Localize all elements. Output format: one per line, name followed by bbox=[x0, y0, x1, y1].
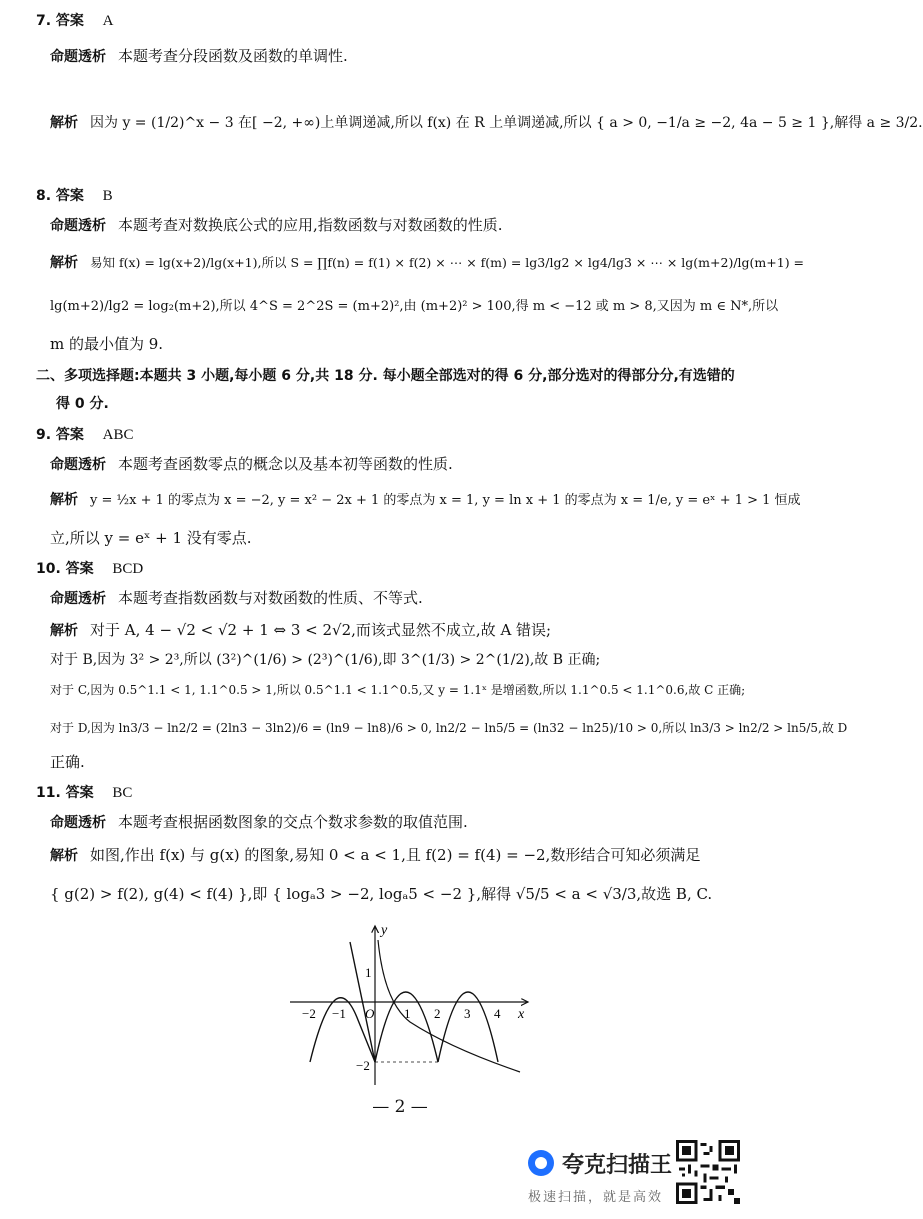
x-tick: −2 bbox=[302, 1006, 316, 1021]
answer-label: 答案 bbox=[55, 427, 84, 443]
q8-topic: 命题透析 本题考查对数换底公式的应用,指数函数与对数函数的性质. bbox=[50, 216, 503, 234]
q9-topic: 命题透析 本题考查函数零点的概念以及基本初等函数的性质. bbox=[50, 455, 453, 473]
q10-solution-line2: 对于 B,因为 3² > 2³,所以 (3²)^(1/6) > (2³)^(1/6),即 3^(1/3) > 2^(1/2),故 B 正确; bbox=[50, 652, 601, 668]
x-tick: 3 bbox=[464, 1006, 471, 1021]
q10-solution-line5: 正确. bbox=[50, 753, 85, 771]
answer-label: 答案 bbox=[55, 13, 84, 29]
y-tick: 1 bbox=[365, 965, 372, 980]
answer-label: 答案 bbox=[55, 188, 84, 204]
function-graph bbox=[280, 920, 540, 1090]
origin-label: O bbox=[365, 1006, 375, 1021]
answer-label: 答案 bbox=[65, 785, 94, 801]
logo-icon bbox=[528, 1150, 554, 1176]
logo-title: 夸克扫描王 bbox=[562, 1153, 673, 1178]
x-tick: 1 bbox=[404, 1006, 411, 1021]
answer-value: B bbox=[102, 188, 113, 204]
q10-solution-line3: 对于 C,因为 0.5^1.1 < 1, 1.1^0.5 > 1,所以 0.5^1.1 < 1.1^0.5,又 y = 1.1ˣ 是增函数,所以 1.1^0.5 < 1.1^0.6,故 C 正确; bbox=[50, 683, 746, 697]
q10-solution-line1: 解析 对于 A, 4 − √2 < √2 + 1 ⇔ 3 < 2√2,而该式显然不成立,故 A 错误; bbox=[50, 621, 552, 639]
answer-value: BCD bbox=[112, 561, 144, 577]
q7-topic: 命题透析 本题考查分段函数及函数的单调性. bbox=[50, 47, 348, 65]
q8-solution-line2: lg(m+2)/lg2 = log₂(m+2),所以 4^S = 2^2S = (m+2)²,由 (m+2)² > 100,得 m < −12 或 m > 8,又因为 m ∈ N*,所以 bbox=[50, 299, 779, 314]
q8-solution-line1: 解析 易知 f(x) = lg(x+2)/lg(x+1),所以 S = ∏f(n) = f(1) × f(2) × ⋯ × f(m) = lg3/lg2 × lg4/lg3 × ⋯ × lg(m+2)/lg(m+1) = bbox=[50, 255, 805, 271]
q7-solution: 解析 因为 y = (1/2)^x − 3 在[ −2, +∞)上单调递减,所以 f(x) 在 R 上单调递减,所以 { a > 0, −1/a ≥ −2, 4a − 5 ≥ 1 },解得 a ≥ 3/2. bbox=[50, 115, 923, 131]
q11-solution-line1: 解析 如图,作出 f(x) 与 g(x) 的图象,易知 0 < a < 1,且 f(2) = f(4) = −2,数形结合可知必须满足 bbox=[50, 846, 701, 864]
q10-topic: 命题透析 本题考查指数函数与对数函数的性质、不等式. bbox=[50, 589, 423, 607]
answer-value: A bbox=[102, 13, 114, 29]
q9-solution-line1: 解析 y = ½x + 1 的零点为 x = −2, y = x² − 2x + 1 的零点为 x = 1, y = ln x + 1 的零点为 x = 1/e, y = eˣ + 1 > 1 恒成 bbox=[50, 492, 801, 508]
q11-topic: 命题透析 本题考查根据函数图象的交点个数求参数的取值范围. bbox=[50, 813, 468, 831]
qr-code-icon bbox=[676, 1140, 740, 1204]
y-tick: −2 bbox=[356, 1058, 370, 1073]
q10-solution-line4: 对于 D,因为 ln3/3 − ln2/2 = (2ln3 − 3ln2)/6 = (ln9 − ln8)/6 > 0, ln2/2 − ln5/5 = (ln32 − ln25)/10 > 0,所以 ln3/3 > ln2/2 > ln5/5,故 D bbox=[50, 721, 848, 735]
q9-header: 9. 答案 ABC bbox=[36, 427, 134, 443]
x-tick: 4 bbox=[494, 1006, 501, 1021]
page-number: — 2 — bbox=[372, 1097, 428, 1117]
answer-value: BC bbox=[112, 785, 133, 801]
section-heading-cont: 得 0 分. bbox=[56, 396, 109, 412]
q8-solution-line3: m 的最小值为 9. bbox=[50, 335, 164, 353]
q11-header: 11. 答案 BC bbox=[36, 785, 133, 801]
q8-header: 8. 答案 B bbox=[36, 188, 113, 204]
answer-label: 答案 bbox=[65, 561, 94, 577]
x-tick: −1 bbox=[332, 1006, 346, 1021]
q11-solution-line2: { g(2) > f(2), g(4) < f(4) },即 { logₐ3 > −2, logₐ5 < −2 },解得 √5/5 < a < √3/3,故选 B, C. bbox=[50, 885, 713, 903]
y-axis-label: y bbox=[381, 923, 388, 938]
q7-header: 7. 答案 A bbox=[36, 13, 114, 29]
q10-header: 10. 答案 BCD bbox=[36, 561, 144, 577]
q9-solution-line2: 立,所以 y = eˣ + 1 没有零点. bbox=[50, 529, 252, 547]
section-heading: 二、多项选择题:本题共 3 小题,每小题 6 分,共 18 分. 每小题全部选对的得 6 分,部分选对的得部分分,有选错的 bbox=[36, 368, 735, 384]
x-axis-label: x bbox=[518, 1007, 525, 1022]
answer-value: ABC bbox=[102, 427, 134, 443]
logo-slogan: 极速扫描，就是高效 bbox=[528, 1190, 664, 1205]
x-tick: 2 bbox=[434, 1006, 441, 1021]
